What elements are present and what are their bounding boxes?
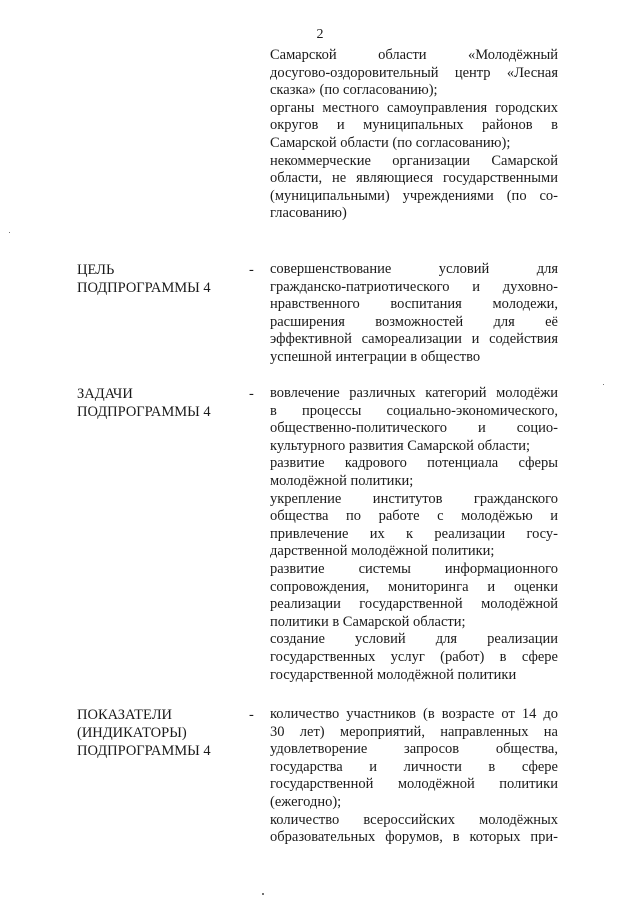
text-line: досугово-оздоровительный центр «Лесная <box>270 64 558 81</box>
text-line: общества по работе с молодёжью и <box>270 508 558 525</box>
section-dash: - <box>249 262 254 278</box>
section-label-goal: ЦЕЛЬ ПОДПРОГРАММЫ 4 <box>77 262 211 296</box>
text-line: в процессы социально-экономического, <box>270 402 558 419</box>
section-text-indicators <box>270 706 558 847</box>
text-line: сказка» (по согласованию); <box>270 82 438 99</box>
continuation-text <box>270 47 558 223</box>
scan-speck <box>9 232 10 233</box>
scan-speck <box>603 384 604 385</box>
text-line: образовательных форумов, в которых при- <box>270 829 558 846</box>
text-line: государства и личности в сфере <box>270 758 558 775</box>
text-line: гражданско-патриотического и духовно- <box>270 278 558 295</box>
text-line: округов и муниципальных районов в <box>270 117 558 134</box>
text-line: привлечение их к реализации госу- <box>270 525 558 542</box>
text-line: удовлетворение запросов общества, <box>270 741 558 758</box>
text-line: государственных услуг (работ) в сфере <box>270 648 558 665</box>
section-dash: - <box>249 707 254 723</box>
section-label-indicators: ПОКАЗАТЕЛИ (ИНДИКАТОРЫ) ПОДПРОГРАММЫ 4 <box>77 707 211 759</box>
text-line: 30 лет) мероприятий, направленных на <box>270 723 558 740</box>
text-line: создание условий для реализации <box>270 631 558 648</box>
text-line: вовлечение различных категорий молодёжи <box>270 385 558 401</box>
text-line: развитие кадрового потенциала сферы <box>270 455 558 472</box>
text-line: (ежегодно); <box>270 793 342 810</box>
text-line: Самарской области (по согласованию); <box>270 134 511 151</box>
section-text-tasks <box>270 385 558 684</box>
text-line: совершенствование условий для <box>270 261 558 277</box>
section-text-goal <box>270 261 558 367</box>
text-line: развитие системы информационного <box>270 560 558 577</box>
section-label-tasks: ЗАДАЧИ ПОДПРОГРАММЫ 4 <box>77 386 211 420</box>
text-line: общественно-политического и социо- <box>270 420 558 437</box>
text-line: культурного развития Самарской области; <box>270 437 531 454</box>
text-line: Самарской области «Молодёжный <box>270 47 558 63</box>
text-line: реализации государственной молодёжной <box>270 596 558 613</box>
text-line: (муниципальными) учреждениями (по со- <box>270 187 558 204</box>
text-line: расширения возможностей для её <box>270 313 558 330</box>
text-line: количество участников (в возрасте от 14 до <box>270 706 558 722</box>
page-number: 2 <box>316 27 324 42</box>
text-line: области, не являющиеся государственными <box>270 170 558 187</box>
text-line: сопровождения, мониторинга и оценки <box>270 578 558 595</box>
text-line: дарственной молодёжной политики; <box>270 543 495 560</box>
text-line: молодёжной политики; <box>270 472 414 489</box>
text-line: государственной молодёжной политики <box>270 776 558 793</box>
text-line: политики в Самарской области; <box>270 613 466 630</box>
text-line: успешной интеграции в общество <box>270 348 481 365</box>
text-line: количество всероссийских молодёжных <box>270 811 558 828</box>
text-line: государственной молодёжной политики <box>270 666 517 683</box>
text-line: эффективной самореализации и содействия <box>270 331 558 348</box>
text-line: гласованию) <box>270 205 347 222</box>
scan-speck <box>262 893 264 895</box>
text-line: органы местного самоуправления городских <box>270 99 558 116</box>
text-line: укрепление институтов гражданского <box>270 490 558 507</box>
section-dash: - <box>249 386 254 402</box>
text-line: некоммерческие организации Самарской <box>270 152 558 169</box>
text-line: нравственного воспитания молодежи, <box>270 296 558 313</box>
